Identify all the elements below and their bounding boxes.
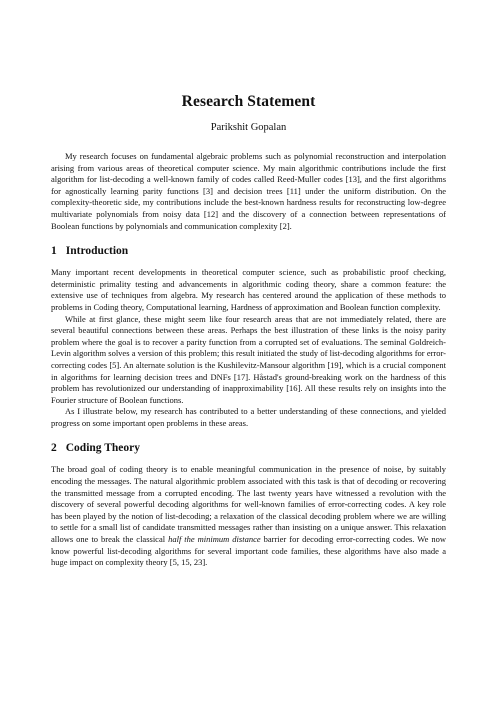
document-author: Parikshit Gopalan (210, 122, 287, 133)
section-title: Coding Theory (65, 442, 140, 455)
coding-theory-paragraph-1 (51, 464, 446, 568)
emphasized-phrase: half the minimum distance (168, 534, 261, 545)
section-number: 2 (51, 442, 57, 455)
section-heading-coding-theory (51, 441, 446, 455)
introduction-paragraph-2: While at first glance, these might seem like four research areas that are not immediately related, there are several beautiful connections between these areas. Perhaps the best illustration of these links is the noisy parity problem where the goal is to recover a parity function from a corrupted set of evaluations. The seminal Goldreich-Levin algorithm solves a version of this problem; this result initiated the study of list-decoding algorithms for error-correcting codes [5]. An alternate solution is the Kushilevitz-Mansour algorithm [19], which is a crucial component in algorithms for learning decision trees and DNFs [17]. Håstad's ground-breaking work on the hardness of this problem has revolutionized our understanding of inapproximability [16]. All these results rely on insights into the Fourier structure of Boolean functions. (51, 313, 446, 405)
paragraph-text: barrier for decoding error-correcting codes. We now know powerful list-decoding algorithms for several important code families, these algorithms have also made a huge impact on complexity theory [5, 15, 23]. (51, 534, 446, 568)
document-title: Research Statement (181, 93, 316, 110)
abstract-paragraph: My research focuses on fundamental algebraic problems such as polynomial reconstruction and interpolation arising from various areas of theoretical computer science. My main algorithmic contributions include the first algorithm for list-decoding a well-known family of codes called Reed-Muller codes [13], and the first algorithms for agnostically learning parity functions [3] and decision trees [11] under the uniform distribution. On the complexity-theoretic side, my contributions include the best-known hardness results for reconstructing low-degree multivariate polynomials from noisy data [12] and the discovery of a connection between representations of Boolean functions by polynomials and communication complexity [2]. (51, 151, 446, 231)
section-title: Introduction (65, 245, 129, 258)
introduction-paragraph-3: As I illustrate below, my research has contributed to a better understanding of these connections, and yielded progress on some important open problems in these areas. (51, 406, 446, 428)
section-number: 1 (51, 245, 57, 258)
section-heading-introduction (51, 244, 446, 258)
paragraph-text: The broad goal of coding theory is to enable meaningful communication in the presence of noise, by suitably encoding the messages. The natural algorithmic problem associated with this task is that of decoding or recovering the transmitted message from a corrupted encoding. The last twenty years have witnessed a revolution with the discovery of several powerful decoding algorithms for well-known families of error-correcting codes. A key role has been played by the notion of list-decoding; a relaxation of the classical decoding problem where we are willing to settle for a small list of candidate transmitted messages rather than insisting on a unique answer. This relaxation allows one to break the classical (51, 464, 446, 545)
introduction-paragraph-1: Many important recent developments in theoretical computer science, such as probabilistic proof checking, deterministic primality testing and advancements in algorithmic coding theory, share a common feature: the extensive use of techniques from algebra. My research has centered around the application of these methods to problems in Coding theory, Computational learning, Hardness of approximation and Boolean function complexity. (51, 267, 446, 312)
